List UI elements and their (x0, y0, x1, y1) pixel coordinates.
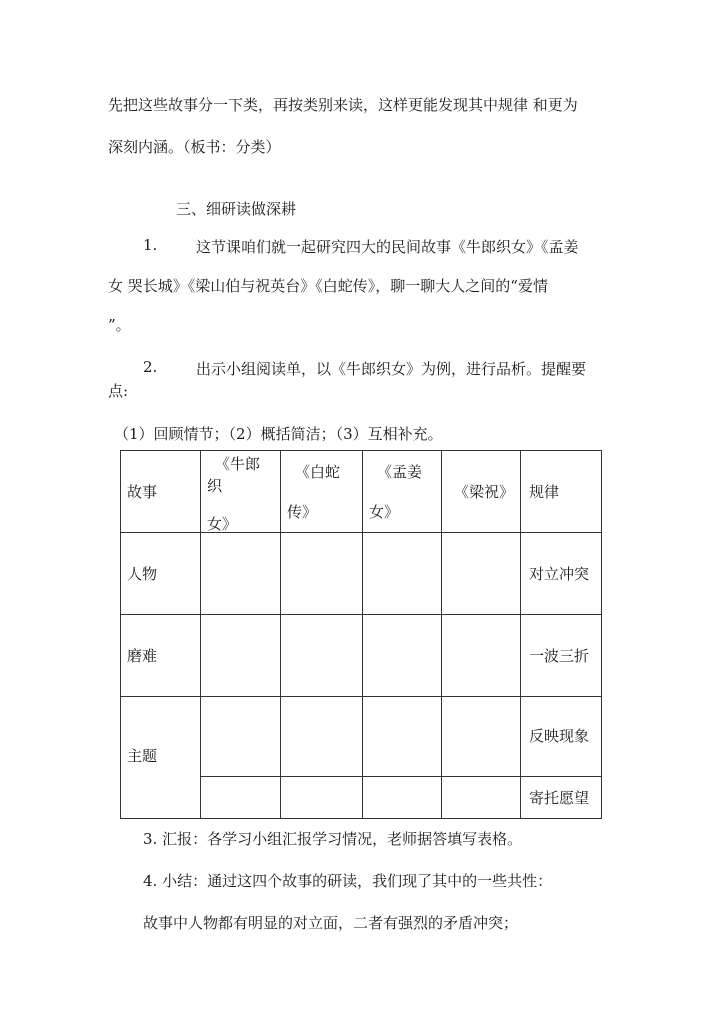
header-baishe: 《白蛇 (295, 463, 341, 481)
table-cell (521, 533, 602, 615)
table-cell (442, 533, 521, 615)
table-cell (521, 615, 602, 697)
table-cell (363, 697, 442, 777)
table-row (121, 697, 602, 777)
paragraph-line: 故事中人物都有明显的对立面，二者有强烈的矛盾冲突； (143, 914, 519, 932)
rule-theme-1: 反映现象 (529, 727, 590, 745)
table-cell (363, 777, 442, 819)
item-number: 2. (143, 358, 158, 376)
paragraph-line: 4. 小结：通过这四个故事的研读，我们现了其中的一些共性： (143, 872, 553, 890)
paragraph-line: 先把这些故事分一下类，再按类别来读，这样更能发现其中规律 和更为 (108, 96, 578, 114)
paragraph-line: 女 哭长城》《梁山伯与祝英台》《白蛇传》，聊一聊大人之间的“爱情 (108, 277, 548, 295)
table-cell (521, 777, 602, 819)
table-row (121, 533, 602, 615)
paragraph-line: 深刻内涵。（板书：分类） (108, 138, 281, 156)
table-cell (201, 533, 281, 615)
story-analysis-table (120, 450, 602, 819)
table-header-cell (363, 451, 442, 533)
header-mengjiang: 女》 (369, 503, 400, 521)
header-rule: 规律 (529, 483, 560, 501)
table-cell (442, 777, 521, 819)
item-number: 1. (143, 236, 158, 254)
paragraph-line: 这节课咱们就一起研究四大的民间故事《牛郎织女》《孟姜 (196, 238, 579, 256)
header-niulang: 女》 (207, 515, 238, 533)
header-niulang: 织 (207, 477, 223, 495)
table-header-cell (442, 451, 521, 533)
paragraph-line: 点: (108, 382, 129, 400)
table-cell (281, 777, 363, 819)
table-cell (121, 533, 201, 615)
table-cell (363, 533, 442, 615)
table-cell (121, 615, 201, 697)
section-heading: 三、细研读做深耕 (176, 200, 297, 218)
row-label-characters: 人物 (127, 565, 158, 583)
header-baishe: 传》 (287, 503, 318, 521)
header-mengjiang: 《孟姜 (377, 463, 423, 481)
table-cell (281, 697, 363, 777)
table-cell (363, 615, 442, 697)
table-header-cell (281, 451, 363, 533)
table-cell (281, 615, 363, 697)
rule-theme-2: 寄托愿望 (529, 789, 590, 807)
paragraph-line: （1）回顾情节；（2）概括简洁；（3）互相补充。 (114, 425, 443, 443)
table-cell (201, 615, 281, 697)
table-cell (201, 777, 281, 819)
row-label-theme: 主题 (127, 747, 158, 765)
table-cell (442, 615, 521, 697)
paragraph-line: 出示小组阅读单，以《牛郎织女》为例，进行品析。提醒要 (196, 360, 587, 378)
table-cell (521, 697, 602, 777)
paragraph-line: ”。 (108, 316, 131, 334)
header-liangzhu: 《梁祝》 (454, 483, 515, 501)
rule-hardship: 一波三折 (529, 647, 590, 665)
table-header-cell (121, 451, 201, 533)
table-row (121, 615, 602, 697)
table-cell (281, 533, 363, 615)
row-label-hardship: 磨难 (127, 647, 158, 665)
table-cell (121, 697, 201, 819)
header-niulang: 《牛郎 (215, 455, 261, 473)
rule-characters: 对立冲突 (529, 565, 590, 583)
paragraph-line: 3. 汇报：各学习小组汇报学习情况，老师据答填写表格。 (143, 830, 523, 848)
table-cell (442, 697, 521, 777)
table-cell (201, 697, 281, 777)
table-header-row (121, 451, 602, 533)
table-header-cell (521, 451, 602, 533)
header-story: 故事 (127, 483, 158, 501)
table-header-cell (201, 451, 281, 533)
